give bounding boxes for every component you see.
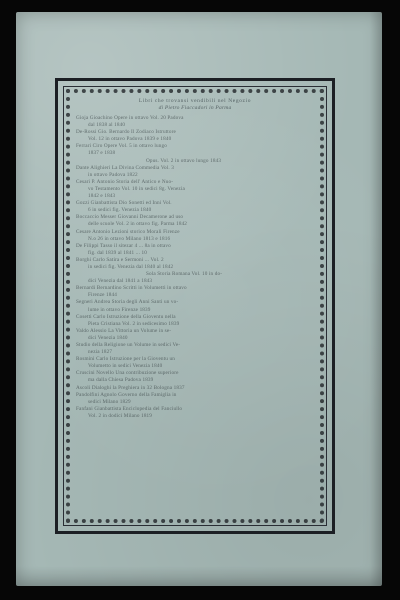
- listing-line: delle scuole Vol. 2 in ottavo fig. Parma 1842: [88, 221, 188, 228]
- heading-line: Libri che trovansi vendibili nel Negozio: [138, 98, 252, 104]
- listing-line: De-Rossi Gio. Bernardo Il Zodiaco Istruttore: [76, 129, 176, 136]
- listing-line: nezia 1827: [88, 349, 113, 356]
- listing-line: Dante Alighieri La Divina Commedia Vol. 3: [76, 164, 175, 171]
- listing-line: Pieta Cristiana Vol. 2 in sedicesimo 1839: [88, 320, 180, 327]
- listing-line: Fanfani Gianbattista Enciclopedia del Fanciullo: [76, 405, 183, 412]
- listing-line: sedici Milano 1829: [88, 398, 131, 405]
- listing-line: dal 1838 al 1840: [88, 122, 126, 129]
- listing-line: 1837 e 1838: [88, 150, 116, 157]
- listing-line: Pandolfini Agnolo Governo della Famiglia in: [76, 391, 177, 398]
- listing-line: Rosmini Carlo Istruzione per la Gioventu un: [76, 356, 175, 363]
- heading-line: di Pietro Fiaccadori in Parma: [158, 105, 232, 111]
- listing-line: 1842 e 1843: [88, 193, 116, 200]
- listing-line: Sola Storia Romana Vol. 10 in do-: [146, 271, 223, 278]
- listing-line: dici Venezia dal 1841 a 1843: [88, 278, 153, 285]
- listing-line: Bernardi Bernardino Scritti in Volumetti in ottavo: [76, 285, 187, 292]
- back-cover: [16, 12, 382, 586]
- listing-line: in sedici fig. Venezia dal 1840 al 1842: [88, 263, 174, 270]
- listing-line: Ascoli Dialoghi la Preghiera in 32 Bologna 1837: [76, 384, 185, 391]
- listing-line: Volumetto in sedici Venezia 1840: [88, 363, 163, 370]
- listing-line: Ferrari Ciro Opere Vol. 5 in ottavo lungo: [76, 143, 167, 150]
- heading: [76, 98, 314, 112]
- listing-line: Borghi Carlo Satira e Sermoni ... Vol. 2: [76, 256, 164, 263]
- edge-wear: [370, 12, 382, 586]
- listing-line: Cosetti Carlo Istruzione della Gioventu nella: [76, 313, 176, 320]
- listing-line: De Filippi Tasso il sitezar 4 ... 8a in ottavo: [76, 242, 171, 249]
- listing-line: Cesare Antonio Lezioni storico Morali Firenze: [76, 228, 180, 235]
- listing-line: Cruscini Novello Una contribuzione superiore: [76, 370, 179, 377]
- listing-line: lume in ottavo Firenze 1839: [88, 306, 151, 313]
- listing-line: Segneri Andrea Storia degli Anni Santi un vo-: [76, 299, 179, 306]
- listing-line: Valdo Alessio La Vittoria un Volume in se-: [76, 327, 172, 334]
- listing-line: Studio della Religione un Volume in sedici Ve-: [76, 342, 181, 348]
- listing-line: 6 in sedici fig. Venezia 1840: [88, 207, 152, 214]
- listing-line: Opus. Vol. 2 in ottavo lungo 1843: [146, 157, 222, 164]
- listing-line: N.o 26 in ottavo Milano 1813 e 1816: [88, 235, 171, 242]
- listing-line: Firenze 1844: [88, 292, 118, 299]
- listing-line: Cesari P. Antonio Storia dell' Antico e Nuo-: [76, 178, 174, 185]
- listing-line: Boccaccio Messer Giovanni Decamerone ad uso: [76, 214, 184, 221]
- listing-line: Vol. 2 in dodici Milano 1819: [88, 412, 153, 419]
- listing-line: dici Venezia 1840: [88, 334, 128, 341]
- listing-line: ma dalla Chiesa Padova 1839: [88, 377, 154, 384]
- text-block: [76, 98, 314, 516]
- bottom-wear: [16, 566, 382, 586]
- listing-line: Vol. 12 in ottavo Padova 1839 e 1840: [88, 136, 172, 143]
- listing-line: in ottavo Padova 1822: [88, 171, 138, 178]
- listing-line: fig. dal 1839 al 1841 ... 10: [88, 249, 147, 256]
- listing-line: vo Testamento Vol. 10 in sedici 8g. Venezia: [88, 185, 185, 192]
- book-listing: [76, 115, 314, 420]
- listing-line: Gioja Gioachino Opere in ottavo Vol. 20 Padova: [76, 115, 184, 121]
- listing-line: Gozzi Gianbattista Dio Sonetti ed Inni Vol.: [76, 200, 172, 207]
